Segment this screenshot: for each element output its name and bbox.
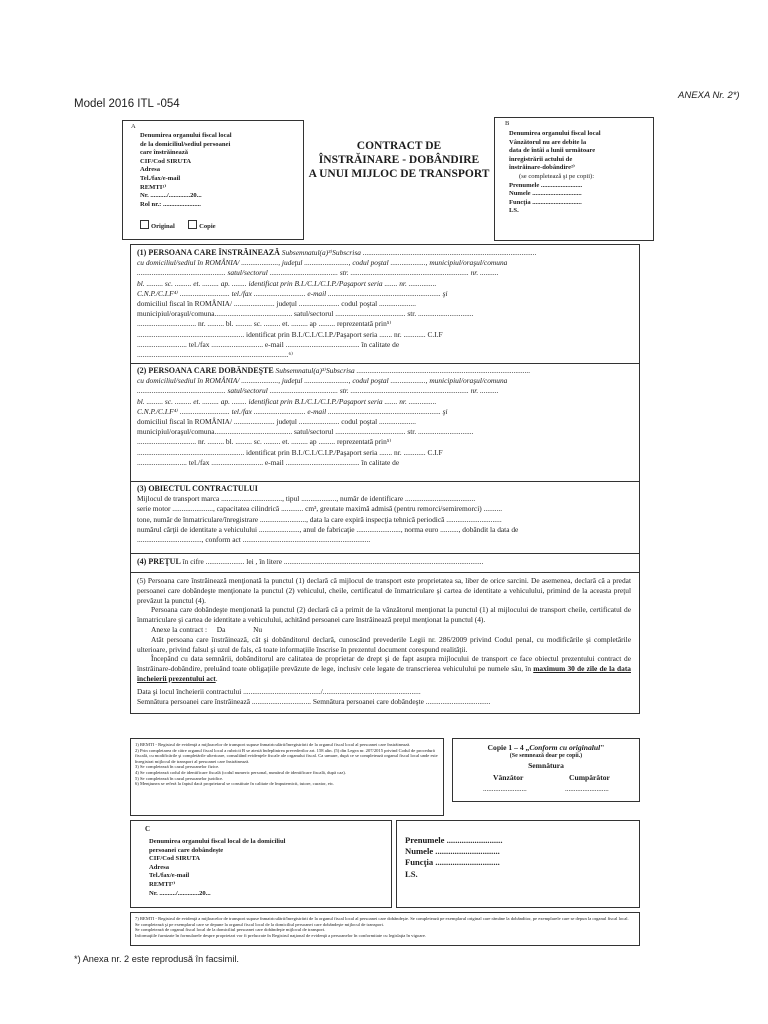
sign-box-lines — [405, 835, 502, 880]
box-b-line: Prenumele ......................... — [509, 181, 583, 189]
box-b-line: data de întâi a lunii următoare — [509, 147, 596, 155]
section-2-line: ................................ nr. ......... bl. ......... sc. ......... et. ......... ap ......... reprezentată prin⁵⁾ — [137, 437, 392, 447]
bottom-notes — [135, 916, 635, 938]
section-5-p2: Persoana care dobândeşte menţionată la punctul (2) declară că a primit de la vânzătorul menţionat la punctul (1) al mijlocului de transport cheile, certificatul de înmatriculare şi cartea de identitate a vehiculului, achitând persoanei care înstrăinează preţul menţionat la punctul (4). — [137, 605, 631, 625]
title-line-2: ÎNSTRĂINARE - DOBÂNDIRE — [318, 154, 480, 166]
bottom-notes-box — [130, 912, 640, 946]
bottom-note: Informaţiile furnizate în formularele despre proprietari vor fi prelucrate în Registrul naţional de evidenţă a persoanelor în conformitate cu legislaţia în vigoare. — [135, 932, 427, 938]
section-3-line: ..................................., conform act ..................................................................... — [137, 535, 371, 545]
bottom-note: 7) REMTI - Registrul de evidenţă a mijloacelor de transport supuse înmatriculării/înregistrării de la organul fiscal local al persoanei care dobândeşte. Se completează pe exemplarul original care rămâne la dobânditor, pe exemplarele care se depun la organul fiscal local. — [135, 916, 629, 921]
contract-title — [308, 139, 490, 181]
copie-label: Copie — [199, 223, 216, 230]
footnote: 6) Menţiunea se referă la faptul dacă proprietarul se constituie în calitate de împuternicit, tutore, curator, etc. — [135, 781, 335, 787]
box-b-line: înregistrării actului de — [509, 155, 573, 163]
section-2-line: .......................................................... identificat prin B.I./C.I./C.I.P./Paşaport seria ....... nr. ............ C.I.F — [137, 447, 443, 457]
section-5-p1-text: Persoana care înstrăinează menţionată la punctul (1) declară că mijlocul de transport este proprietatea sa, liber de orice sarcini. De asemenea, declară că a predat persoanei care dobândeşte menţionate la punctul (2) vehiculul, cheile, certificatul de înmatriculare şi cartea de identitate a vehiculului, primind de la aceasta preţul prevăzut la punctul (4). — [137, 576, 631, 605]
section-2-line: ................................................ satul/sectorul ..................................... str. ................................................................ nr. .......... — [137, 386, 499, 396]
section-3 — [137, 484, 633, 545]
box-c-line: REMTI⁷⁾ — [149, 880, 176, 888]
box-b-line: Funcţia .............................. — [509, 198, 582, 206]
signature-line: Semnătura persoanei care înstrăinează ................................ Semnătura persoanei care dobândeşte ................................... — [137, 696, 491, 706]
section-1-line: bl. ......... sc. ......... et. ......... ap. ........ identificat prin B.I./C.I./C.I.P./Paşaport seria ....... nr. ............... — [137, 278, 437, 288]
section-1-line: ........................... tel./fax ............................ e-mail ........................................ în calitate de — [137, 339, 400, 349]
sign-box-line: LS. — [405, 868, 418, 879]
anexe-da[interactable]: Da — [216, 624, 226, 634]
divider — [131, 481, 639, 482]
original-label: Original — [151, 223, 175, 230]
box-c-letter: C — [145, 825, 151, 833]
box-c-line: CIF/Cod SIRUTA — [149, 855, 200, 863]
copie-title-prefix: Copie 1 – 4 „ — [487, 743, 530, 752]
box-a-line: REMTI¹⁾ — [140, 183, 167, 191]
section-3-line: tone, număr de înmatriculare/înregistrare ........................., data la care expiră inspecţia tehnică periodică .............................. — [137, 514, 502, 524]
copie-note: (Se semnează doar pe copii.) — [509, 753, 583, 759]
section-4 — [137, 557, 633, 567]
box-a-line: de la domiciliul/sediul persoanei — [140, 140, 231, 148]
anexe-nu[interactable]: Nu — [253, 624, 263, 634]
box-b-line: Numele .............................. — [509, 190, 582, 198]
copie-title — [453, 743, 639, 752]
box-b-letter: B — [505, 120, 510, 127]
box-c-line: Nr. ........../.............20... — [149, 889, 211, 897]
box-a-letter: A — [131, 123, 136, 130]
box-b-line: înstrăinare-dobândire²⁾ — [509, 164, 575, 172]
box-c-line: Tel./fax/e-mail — [149, 872, 190, 880]
section-5-p1 — [137, 576, 631, 605]
bottom-note: Se completează şi pe exemplarul care se depune la organul fiscal local de la domiciliul persoanei care dobândeşte mijlocul de transport. — [135, 921, 385, 927]
section-5-p4-end: . — [215, 673, 218, 683]
title-line-1: CONTRACT DE — [356, 140, 442, 152]
section-2-title: (2) PERSOANA CARE DOBÂNDEŞTE — [137, 366, 274, 375]
sign-box — [396, 820, 640, 908]
section-1-line: ..................................................................................⁶⁾ — [137, 350, 293, 360]
box-a — [122, 120, 304, 240]
cumparator-signature[interactable]: ......................... — [565, 785, 609, 793]
footnote: 1) REMTI - Registrul de evidenţă a mijloacelor de transport supuse înmatriculării/înregistrării de la organul fiscal local al persoanei care înstrăinează. — [135, 742, 411, 747]
box-b — [494, 117, 654, 241]
vanzator-label: Vânzător — [493, 773, 524, 782]
box-c-line: persoanei care dobândeşte — [149, 846, 224, 854]
footnote: 3) Se completează în cazul persoanelor fizice. — [135, 764, 220, 770]
box-a-line: care înstrăinează — [140, 149, 189, 157]
footnote: 5) Se completează în cazul persoanelor juridice. — [135, 775, 224, 781]
section-3-line: Mijlocul de transport marca ................................., tipul ..................., număr de identificare ...................................... — [137, 494, 476, 504]
model-code: Model 2016 ITL -054 — [74, 98, 180, 110]
sign-box-line: Funcţia .............................. — [405, 857, 500, 868]
anexe-row — [137, 625, 631, 635]
original-checkbox[interactable] — [140, 220, 149, 229]
section-2 — [137, 366, 633, 468]
box-c — [130, 820, 392, 908]
divider — [131, 553, 639, 554]
facsimile-note: *) Anexa nr. 2 este reprodusă în facsimil. — [74, 954, 239, 964]
section-1-line: .......................................................... identificat prin B.I./C.I./C.I.P./Paşaport seria ....... nr. ............ C.I.F — [137, 329, 443, 339]
box-a-line: Denumirea organului fiscal local — [140, 132, 232, 139]
divider — [131, 572, 639, 573]
section-2-line: domiciliul fiscal în ROMÂNIA/ ...................... judeţul ...................... codul poştal .................... — [137, 417, 416, 427]
section-3-line: serie motor ......................, capacitatea cilindrică ............ cm³, greutate maximă admisă (pentru remorci/semiremorci) .......... — [137, 504, 503, 514]
section-1-line: ................................ nr. ......... bl. ......... sc. ......... et. ......... ap ......... reprezentată prin⁵⁾ — [137, 319, 392, 329]
section-1-line: Subsemnatul(a)³⁾Subscrisa .............................................................................................. — [281, 248, 537, 257]
box-a-line: Adresa — [140, 166, 161, 174]
section-5-title: (5) — [137, 576, 146, 585]
box-a-line: CIF/Cod SIRUTA — [140, 157, 191, 165]
section-5-deadline: maximum 30 de zile de la data încheierii prezentului act — [137, 664, 631, 683]
box-c-line: Denumirea organului fiscal local de la domiciliul — [149, 838, 286, 845]
box-a-line: Tel./fax/e-mail — [140, 174, 181, 182]
section-1 — [137, 248, 633, 360]
box-c-line: Adresa — [149, 863, 170, 871]
copie-box — [452, 738, 640, 802]
box-b-lines — [509, 130, 649, 216]
original-copy-options — [140, 220, 216, 232]
footnote: 4) Se completează codul de identificare fiscală (codul numeric personal, numărul de identificare fiscală, după caz). — [135, 769, 346, 775]
section-3-line: numărul cărţii de identitate a vehiculului ......................, anul de fabricaţie ........................, norma euro .........., dobândit la data de — [137, 524, 519, 534]
section-1-line: cu domiciliul/sediul în ROMÂNIA/ ...................., judeţul ........................, codul poştal ..................., municipiul/oraşul/comuna — [137, 258, 508, 268]
box-a-lines — [140, 132, 232, 209]
sign-box-line: Numele .............................. — [405, 846, 500, 857]
annex-label: ANEXA Nr. 2*) — [678, 90, 740, 101]
section-5-p4 — [137, 654, 631, 683]
section-1-line: ................................................ satul/sectorul ..................................... str. ................................................................ nr. .......... — [137, 268, 499, 278]
section-2-line: ........................... tel./fax ............................ e-mail ........................................ în calitate de — [137, 457, 400, 467]
section-1-line: C.N.P./C.I.F⁴⁾ ........................... tel./fax ............................ e-mail ............................................................. şi — [137, 288, 448, 298]
box-b-line: Vânzătorul nu are debite la — [509, 138, 587, 146]
sign-box-line: Prenumele .......................... — [405, 835, 503, 845]
divider — [131, 363, 639, 364]
section-2-line: Subsemnatul(a)³⁾Subscrisa .............................................................................................. — [275, 366, 531, 375]
section-2-line: bl. ......... sc. ......... et. ......... ap. ........ identificat prin B.I./C.I./C.I.P./Paşaport seria ....... nr. ............... — [137, 396, 437, 406]
section-5 — [137, 576, 631, 706]
cumparator-label: Cumpărător — [569, 773, 610, 782]
box-b-line: LS. — [509, 207, 519, 215]
section-2-line: municipiul/oraşul/comuna.......................................... satul/sectorul ...................................... str. .............................. — [137, 427, 474, 437]
box-b-line: (se completează şi pe copii): — [519, 172, 595, 180]
anexe-label: Anexe la contract : — [151, 624, 208, 634]
section-1-line: domiciliul fiscal în ROMÂNIA/ ...................... judeţul ...................... codul poştal .................... — [137, 299, 416, 309]
copie-title-suffix: " — [600, 743, 605, 752]
main-form — [130, 244, 640, 714]
vanzator-signature[interactable]: ......................... — [483, 785, 527, 793]
section-3-title: (3) OBIECTUL CONTRACTULUI — [137, 484, 258, 493]
section-5-p4-text: Începând cu data semnării, dobânditorul are calitatea de proprietar de drept şi de fapt asupra mijlocului de transport ce face obiectul prezentului contract de înstrăinare-dobândire, preluând toate obligaţiile prevăzute de lege, inclusiv cele legate de transcrierea vehiculului pe numele său, în — [137, 654, 631, 674]
section-2-line: C.N.P./C.I.F⁴⁾ ........................... tel./fax ............................ e-mail ............................................................. şi — [137, 406, 448, 416]
section-1-line: municipiul/oraşul/comuna.......................................... satul/sectorul ...................................... str. .............................. — [137, 309, 474, 319]
copie-semnatura: Semnătura — [528, 761, 564, 770]
copie-checkbox[interactable] — [188, 220, 197, 229]
copie-title-main: Conform cu originalul — [529, 743, 601, 752]
section-1-title: (1) PERSOANA CARE ÎNSTRĂINEAZĂ — [137, 248, 280, 257]
section-4-title: (4) PREŢUL — [137, 557, 181, 566]
date-place-line: Data şi locul încheierii contractului ........................................../..................................................... — [137, 686, 421, 696]
footnotes-box — [130, 738, 444, 816]
footnotes — [135, 742, 439, 787]
title-line-3: A UNUI MIJLOC DE TRANSPORT — [308, 168, 490, 180]
section-5-p3: Atât persoana care înstrăinează, cât şi dobânditorul declară, cunoscând prevederile Legii nr. 286/2009 privind Codul penal, cu modificările şi completările ulterioare, privind falsul şi uzul de fals, că toate informaţiile înscrise în prezentul document corespund realităţii. — [137, 634, 631, 654]
section-4-text: în cifre ..................... lei , în litere ............................................................................................................ — [182, 557, 484, 566]
box-b-line: Denumirea organului fiscal local — [509, 130, 601, 137]
box-c-lines — [149, 838, 286, 898]
box-a-line: Nr. ........../.............20... — [140, 192, 202, 200]
bottom-note: Se completează de organul fiscal local de la domiciliul persoanei care dobândeşte mijlocul de transport. — [135, 927, 326, 933]
section-2-line: cu domiciliul/sediul în ROMÂNIA/ ...................., judeţul ........................, codul poştal ..................., municipiul/oraşul/comuna — [137, 376, 508, 386]
box-a-line: Rol nr.: ....................... — [140, 200, 201, 208]
footnote: 2) Prin completarea de către organul fiscal local a rubricii B se atestă îndeplinirea prevederilor art. 158 alin. (5) din Legea nr. 207/2015 privind Codul de procedură fiscală, cu modificările şi completările ulterioare, consultând evidenţele fiscale ale organului fiscal. Ca urmare, după ce se completează organul fiscal local unde este înregistrat mijlocul de transport al persoanei care înstrăinează. — [135, 747, 438, 764]
